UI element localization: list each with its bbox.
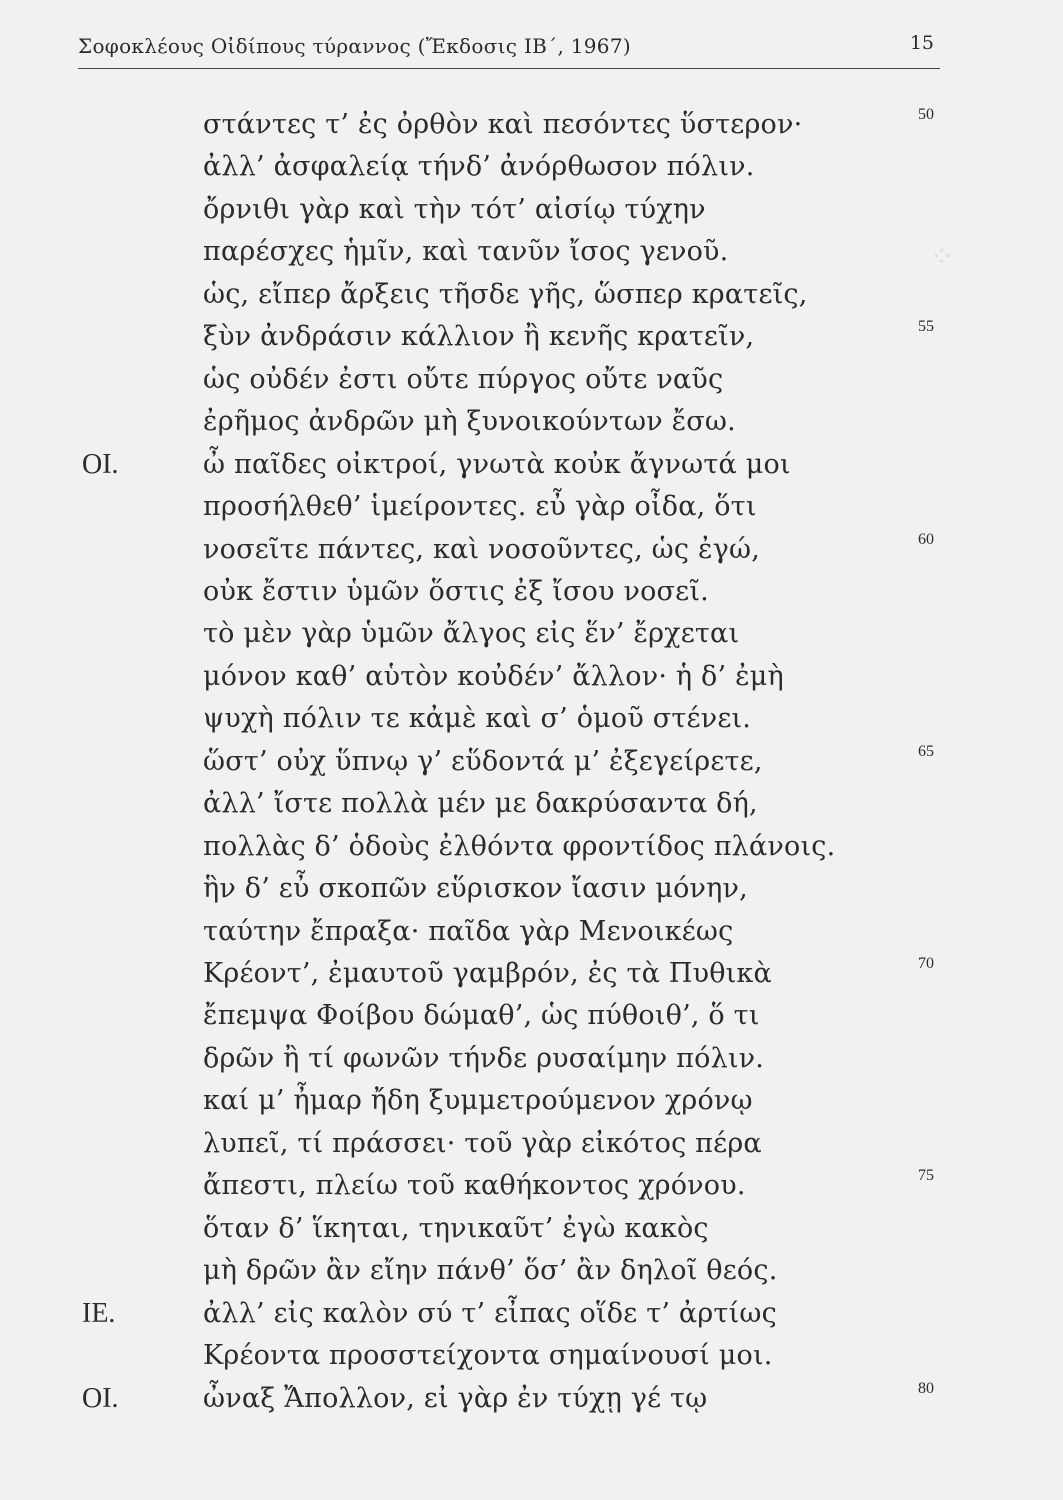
bleed-through-mark: ⁘ bbox=[930, 242, 954, 273]
verse-line bbox=[0, 743, 1063, 781]
verse-line bbox=[0, 1295, 1063, 1333]
verse-text: μὴ δρῶν ἂν εἴην πάνθ’ ὅσ’ ἂν δηλοῖ θεός. bbox=[203, 1255, 778, 1287]
verse-line bbox=[0, 488, 1063, 526]
line-number: 65 bbox=[918, 742, 934, 760]
verse-text: προσήλθεθ’ ἱμείροντες. εὖ γὰρ οἶδα, ὅτι bbox=[203, 491, 757, 523]
line-number: 70 bbox=[918, 955, 934, 972]
verse-text: ὡς, εἴπερ ἄρξεις τῆσδε γῆς, ὥσπερ κρατεῖς, bbox=[203, 278, 808, 310]
verse-line bbox=[0, 531, 1063, 569]
verse-line bbox=[0, 1167, 1063, 1205]
verse-line bbox=[0, 191, 1063, 229]
verse-line bbox=[0, 955, 1063, 993]
verse-line bbox=[0, 276, 1063, 314]
speaker-label: ΙΕ. bbox=[82, 1297, 116, 1329]
verse-text: πολλὰς δ’ ὁδοὺς ἐλθόντα φροντίδος πλάνοις. bbox=[203, 830, 836, 862]
verse-text: Κρέοντα προσστείχοντα σημαίνουσί μοι. bbox=[203, 1340, 773, 1372]
verse-text: λυπεῖ, τί πράσσει· τοῦ γὰρ εἰκότος πέρα bbox=[203, 1127, 762, 1159]
verse-text: ὄρνιθι γὰρ καὶ τὴν τότ’ αἰσίῳ τύχην bbox=[203, 193, 706, 225]
verse-text: δρῶν ἢ τί φωνῶν τήνδε ρυσαίμην πόλιν. bbox=[203, 1042, 765, 1074]
verse-line bbox=[0, 403, 1063, 441]
line-number: 55 bbox=[918, 318, 934, 336]
verse-text: νοσεῖτε πάντες, καὶ νοσοῦντες, ὡς ἐγώ, bbox=[203, 533, 760, 565]
page-number: 15 bbox=[909, 32, 934, 54]
verse-line bbox=[0, 233, 1063, 271]
header-title: Σοφοκλέους Οἰδίπους τύραννος (Ἔκδοσις ΙΒ΄, 1967) bbox=[78, 34, 631, 58]
verse-text: παρέσχες ἡμῖν, καὶ τανῦν ἴσος γενοῦ. bbox=[203, 236, 729, 268]
verse-text: ἣν δ’ εὖ σκοπῶν εὕρισκον ἴασιν μόνην, bbox=[203, 873, 748, 905]
verse-text: ὦ παῖδες οἰκτροί, γνωτὰ κοὐκ ἄγνωτά μοι bbox=[203, 448, 791, 480]
verse-text: ταύτην ἔπραξα· παῖδα γὰρ Μενοικέως bbox=[203, 915, 734, 947]
verse-text: ξὺν ἀνδράσιν κάλλιον ἢ κενῆς κρατεῖν, bbox=[203, 321, 755, 353]
running-header bbox=[78, 30, 940, 64]
line-number: 75 bbox=[918, 1167, 934, 1185]
verse-text: καί μ’ ἦμαρ ἤδη ξυμμετρούμενον χρόνῳ bbox=[203, 1085, 753, 1117]
verse-line bbox=[0, 700, 1063, 738]
verse-line bbox=[0, 446, 1063, 484]
verse-text: ἐρῆμος ἀνδρῶν μὴ ξυνοικούντων ἔσω. bbox=[203, 406, 736, 438]
verse-text: ὅταν δ’ ἵκηται, τηνικαῦτ’ ἐγὼ κακὸς bbox=[203, 1212, 709, 1244]
verse-line bbox=[0, 1252, 1063, 1290]
verse-text: τὸ μὲν γὰρ ὑμῶν ἄλγος εἰς ἕν’ ἔρχεται bbox=[203, 618, 740, 650]
verse-text: ἔπεμψα Φοίβου δώμαθ’, ὡς πύθοιθ’, ὅ τι bbox=[203, 1000, 760, 1032]
verse-line bbox=[0, 870, 1063, 908]
verse-line bbox=[0, 318, 1063, 356]
verse-text: ὡς οὐδέν ἐστι οὔτε πύργος οὔτε ναῦς bbox=[203, 363, 724, 395]
verse-text: ὦναξ Ἄπολλον, εἰ γὰρ ἐν τύχῃ γέ τῳ bbox=[203, 1382, 708, 1414]
verse-text: μόνον καθ’ αὑτὸν κοὐδέν’ ἄλλον· ἡ δ’ ἐμὴ bbox=[203, 660, 784, 692]
verse-text: ἀλλ’ ἀσφαλείᾳ τήνδ’ ἀνόρθωσον πόλιν. bbox=[203, 151, 755, 183]
verse-line bbox=[0, 1337, 1063, 1375]
verse-line bbox=[0, 106, 1063, 144]
verse-text: ψυχὴ πόλιν τε κἀμὲ καὶ σ’ ὁμοῦ στένει. bbox=[203, 703, 752, 735]
verse-text: στάντες τ’ ἐς ὀρθὸν καὶ πεσόντες ὕστερον· bbox=[203, 109, 803, 140]
line-number: 80 bbox=[918, 1379, 934, 1397]
verse-line bbox=[0, 361, 1063, 399]
verse-line bbox=[0, 615, 1063, 653]
verse-line bbox=[0, 573, 1063, 611]
verse-line bbox=[0, 913, 1063, 951]
line-number: 50 bbox=[918, 106, 934, 123]
speaker-label: ΟΙ. bbox=[82, 448, 119, 480]
verse-text: ἀλλ’ ἴστε πολλὰ μέν με δακρύσαντα δή, bbox=[203, 788, 758, 820]
verse-line bbox=[0, 1125, 1063, 1163]
verse-line bbox=[0, 828, 1063, 866]
verse-text: οὐκ ἔστιν ὑμῶν ὅστις ἐξ ἴσου νοσεῖ. bbox=[203, 575, 709, 607]
verse-line bbox=[0, 997, 1063, 1035]
verse-line bbox=[0, 1040, 1063, 1078]
verse-line bbox=[0, 148, 1063, 186]
line-number: 60 bbox=[918, 530, 934, 548]
header-divider bbox=[78, 68, 940, 69]
verse-text: ἄπεστι, πλείω τοῦ καθήκοντος χρόνου. bbox=[203, 1170, 746, 1202]
verse-text: Κρέοντ’, ἐμαυτοῦ γαμβρόν, ἐς τὰ Πυθικὰ bbox=[203, 958, 772, 989]
verse-text: ἀλλ’ εἰς καλὸν σύ τ’ εἶπας οἵδε τ’ ἀρτίως bbox=[203, 1297, 777, 1329]
verse-line bbox=[0, 1210, 1063, 1248]
verse-line bbox=[0, 658, 1063, 696]
verse-line bbox=[0, 785, 1063, 823]
verse-line bbox=[0, 1082, 1063, 1120]
verse-text: ὥστ’ οὐχ ὕπνῳ γ’ εὕδοντά μ’ ἐξεγείρετε, bbox=[203, 745, 763, 777]
speaker-label: ΟΙ. bbox=[82, 1382, 119, 1414]
verse-line bbox=[0, 1380, 1063, 1418]
